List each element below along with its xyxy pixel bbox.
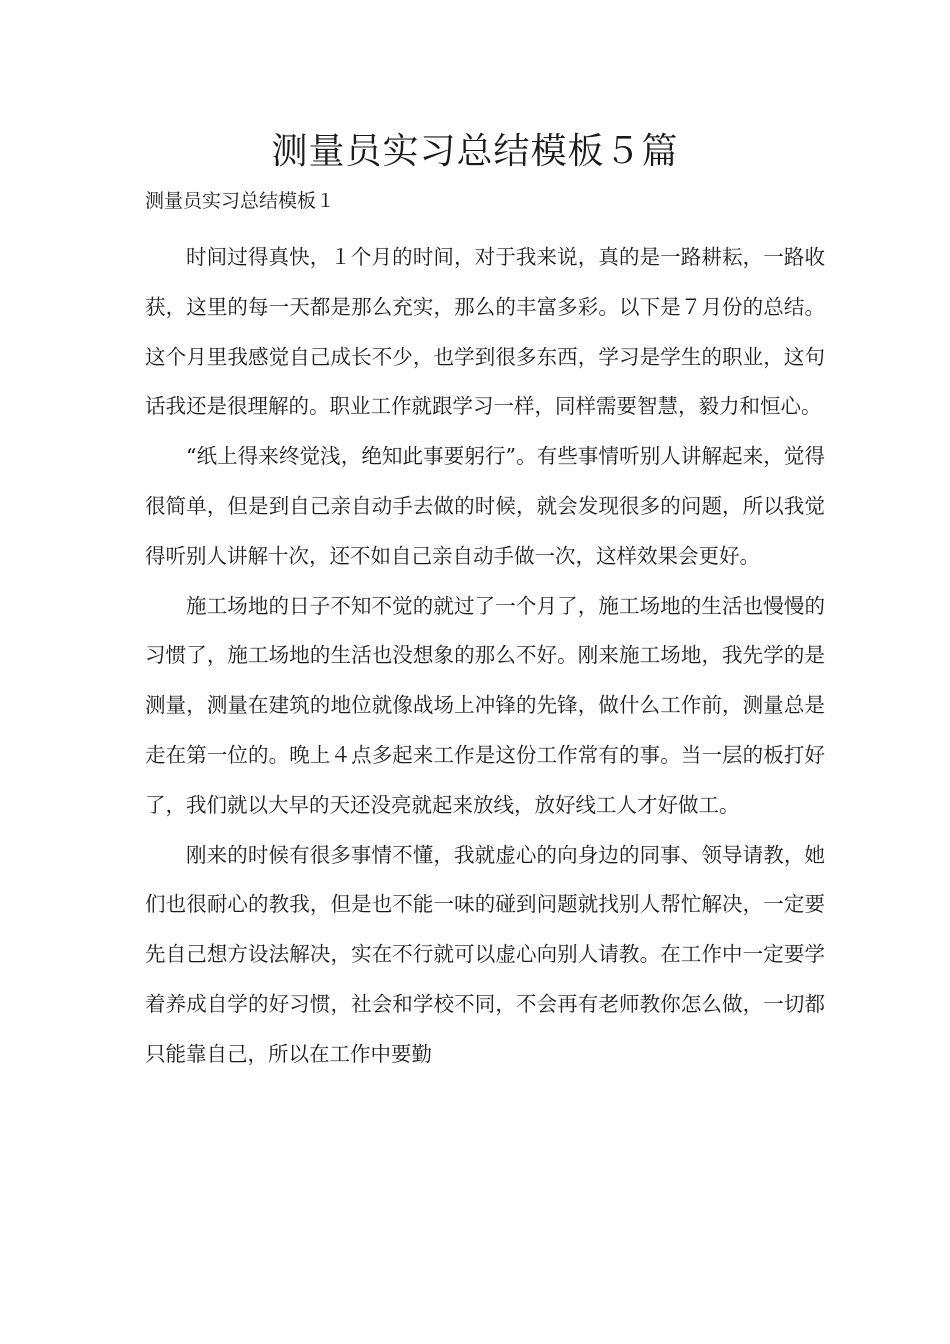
- section-heading: 测量员实习总结模板１: [145, 190, 336, 212]
- paragraph: 时间过得真快，１个月的时间，对于我来说，真的是一路耕耘，一路收获，这里的每一天都是那么充实，那么的丰富多彩。以下是７月份的总结。这个月里我感觉自己成长不少，也学到很多东西，学习是学生的职业，这句话我还是很理解的。职业工作就跟学习一样，同样需要智慧，毅力和恒心。: [145, 245, 825, 419]
- paragraph: “纸上得来终觉浅，绝知此事要躬行”。有些事情听别人讲解起来，觉得很简单，但是到自己亲自动手去做的时候，就会发现很多的问题，所以我觉得听别人讲解十次，还不如自己亲自动手做一次，这样效果会更好。: [145, 444, 825, 568]
- paragraph: 刚来的时候有很多事情不懂，我就虚心的向身边的同事、领导请教，她们也很耐心的教我，但是也不能一味的碰到问题就找别人帮忙解决，一定要先自己想方设法解决，实在不行就可以虚心向别人请教。在工作中一定要学着养成自学的好习惯，社会和学校不同，不会再有老师教你怎么做，一切都只能靠自己，所以在工作中要勤: [145, 842, 825, 1066]
- document-title: 测量员实习总结模板５篇: [271, 131, 679, 172]
- document-body: [145, 233, 825, 1080]
- paragraph: 施工场地的日子不知不觉的就过了一个月了，施工场地的生活也慢慢的习惯了，施工场地的生活也没想象的那么不好。刚来施工场地，我先学的是测量，测量在建筑的地位就像战场上冲锋的先锋，做什么工作前，测量总是走在第一位的。晚上４点多起来工作是这份工作常有的事。当一层的板打好了，我们就以大早的天还没亮就起来放线，放好线工人才好做工。: [145, 593, 825, 817]
